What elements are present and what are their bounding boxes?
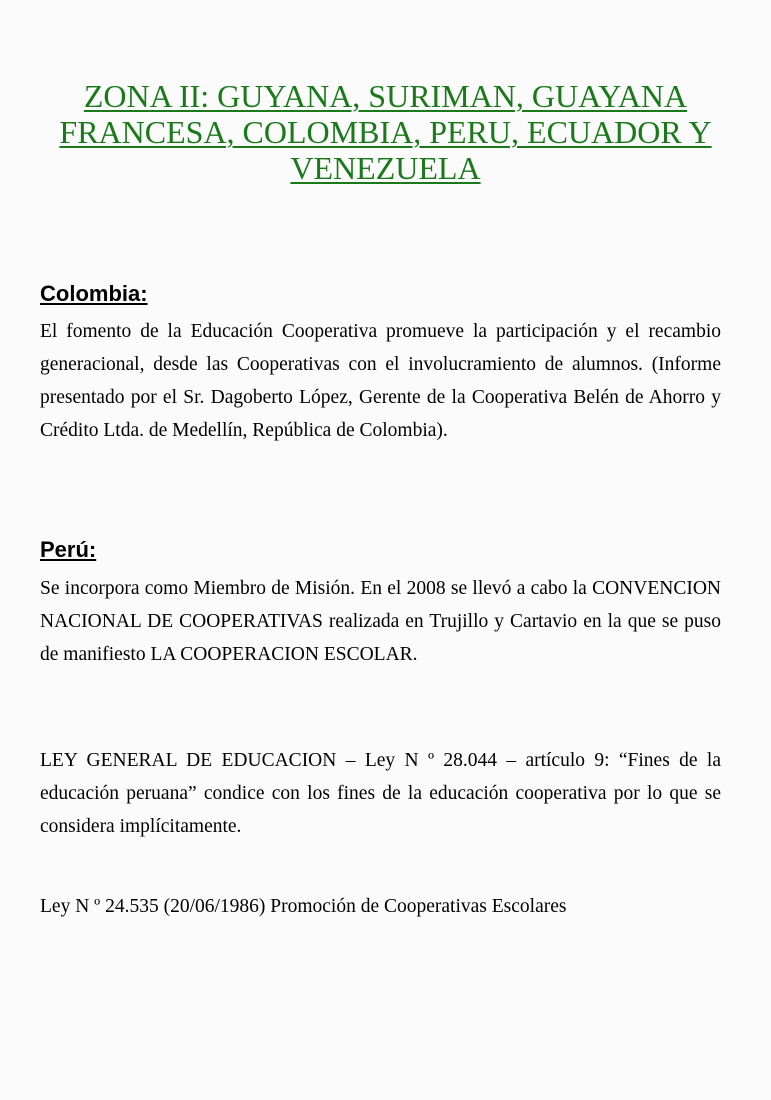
section-heading-peru: Perú: <box>40 537 97 562</box>
paragraph-peru-mission: Se incorpora como Miembro de Misión. En el 2008 se llevó a cabo la CONVENCION NACIONAL DE COOPERATIVAS realizada en Trujillo y Cartavio en la que se puso de manifiesto LA COOPERACION ESCOLAR. <box>40 578 721 665</box>
paragraph-colombia: El fomento de la Educación Cooperativa promueve la participación y el recambio generacional, desde las Cooperativas con el involucramiento de alumnos. (Informe presentado por el Sr. Dagoberto López, Gerente de la Cooperativa Belén de Ahorro y Crédito Ltda. de Medellín, República de Colombia). <box>40 321 721 441</box>
paragraph-peru-ley-cooperativas: Ley N º 24.535 (20/06/1986) Promoción de Cooperativas Escolares <box>40 896 567 917</box>
section-heading-colombia: Colombia: <box>40 281 148 306</box>
paragraph-peru-ley-general: LEY GENERAL DE EDUCACION – Ley N º 28.044 – artículo 9: “Fines de la educación peruana” condice con los fines de la educación cooperativa por lo que se considera implícitamente. <box>40 750 721 837</box>
page-title: ZONA II: GUYANA, SURIMAN, GUAYANA FRANCESA, COLOMBIA, PERU, ECUADOR Y VENEZUELA <box>59 78 712 186</box>
